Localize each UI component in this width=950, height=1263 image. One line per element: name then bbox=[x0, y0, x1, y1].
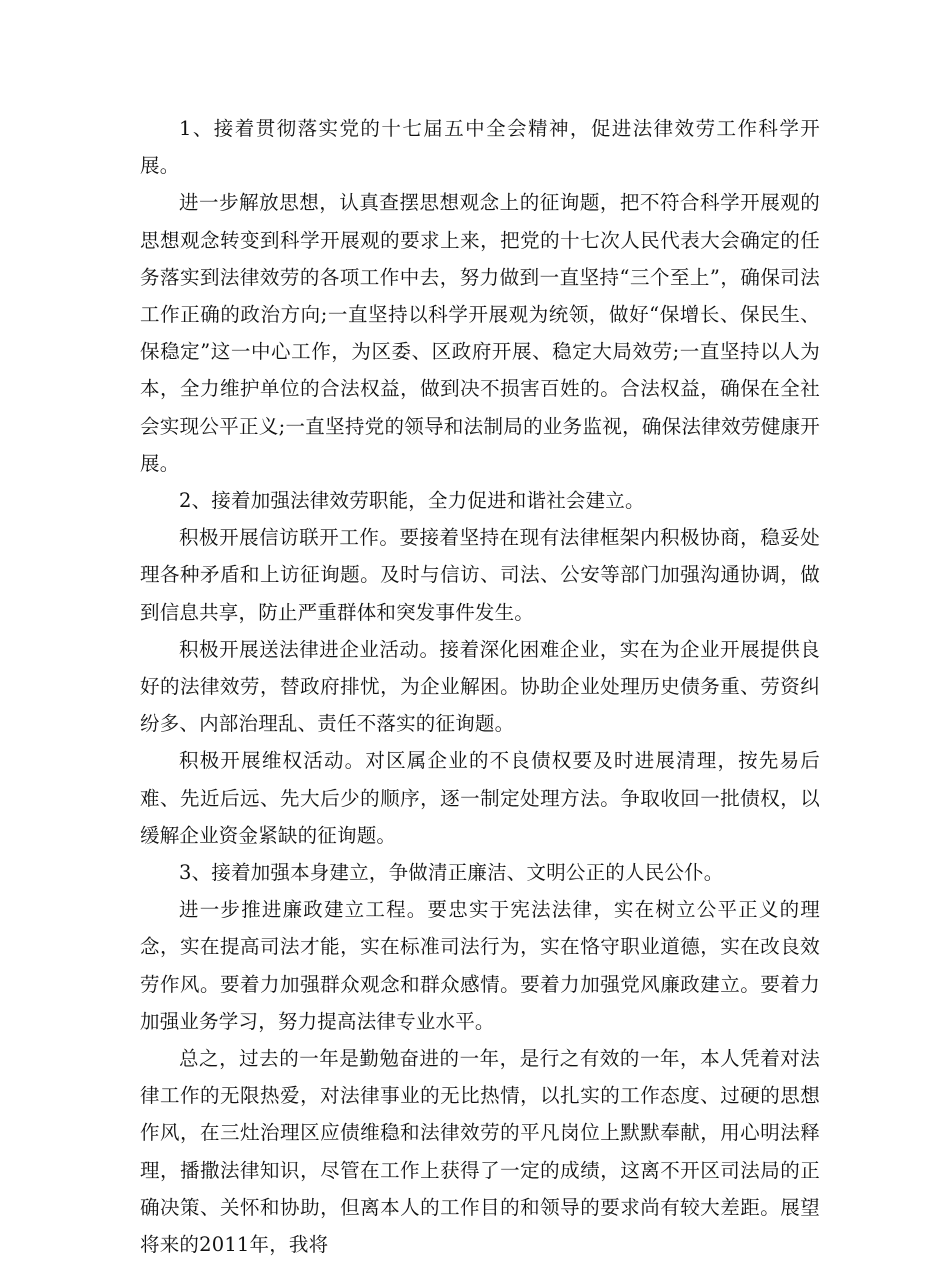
paragraph-5: 积极开展送法律进企业活动。接着深化困难企业，实在为企业开展提供良好的法律效劳，替政府排忧，为企业解困。协助企业处理历史债务重、劳资纠纷多、内部治理乱、责任不落实的征询题。 bbox=[140, 637, 820, 736]
paragraph-8: 进一步推进廉政建立工程。要忠实于宪法法律，实在树立公平正义的理念，实在提高司法才能，实在标准司法行为，实在恪守职业道德，实在改良效劳作风。要着力加强群众观念和群众感情。要着力加强党风廉政建立。要着力加强业务学习，努力提高法律专业水平。 bbox=[140, 898, 820, 1033]
paragraph-9: 总之，过去的一年是勤勉奋进的一年，是行之有效的一年，本人凭着对法律工作的无限热爱，对法律事业的无比热情，以扎实的工作态度、过硬的思想作风，在三灶治理区应债维稳和法律效劳的平凡岗位上默默奉献，用心明法释理，播撒法律知识，尽管在工作上获得了一定的成绩，这离不开区司法局的正确决策、关怀和协助，但离本人的工作目的和领导的要求尚有较大差距。展望将来的2011年，我将 bbox=[140, 1047, 820, 1257]
paragraph-6: 积极开展维权活动。对区属企业的不良债权要及时进展清理，按先易后难、先近后远、先大后少的顺序，逐一制定处理方法。争取收回一批债权，以缓解企业资金紧缺的征询题。 bbox=[140, 749, 820, 847]
paragraph-1: 1、接着贯彻落实党的十七届五中全会精神，促进法律效劳工作科学开展。 bbox=[140, 117, 820, 178]
paragraph-7: 3、接着加强本身建立，争做清正廉洁、文明公正的人民公仆。 bbox=[179, 861, 724, 885]
paragraph-2: 进一步解放思想，认真查摆思想观念上的征询题，把不符合科学开展观的思想观念转变到科学开展观的要求上来，把党的十七次人民代表大会确定的任务落实到法律效劳的各项工作中去，努力做到一直坚持“三个至上”，确保司法工作正确的政治方向;一直坚持以科学开展观为统领，做好“保增长、保民生、保稳定”这一中心工作，为区委、区政府开展、稳定大局效劳;一直坚持以人为本，全力维护单位的合法权益，做到决不损害百姓的。合法权益，确保在全社会实现公平正义;一直坚持党的领导和法制局的业务监视，确保法律效劳健康开展。 bbox=[140, 191, 820, 475]
paragraph-4: 积极开展信访联开工作。要接着坚持在现有法律框架内积极协商，稳妥处理各种矛盾和上访征询题。及时与信访、司法、公安等部门加强沟通协调，做到信息共享，防止严重群体和突发事件发生。 bbox=[140, 526, 820, 624]
paragraph-3: 2、接着加强法律效劳职能，全力促进和谐社会建立。 bbox=[179, 489, 645, 513]
